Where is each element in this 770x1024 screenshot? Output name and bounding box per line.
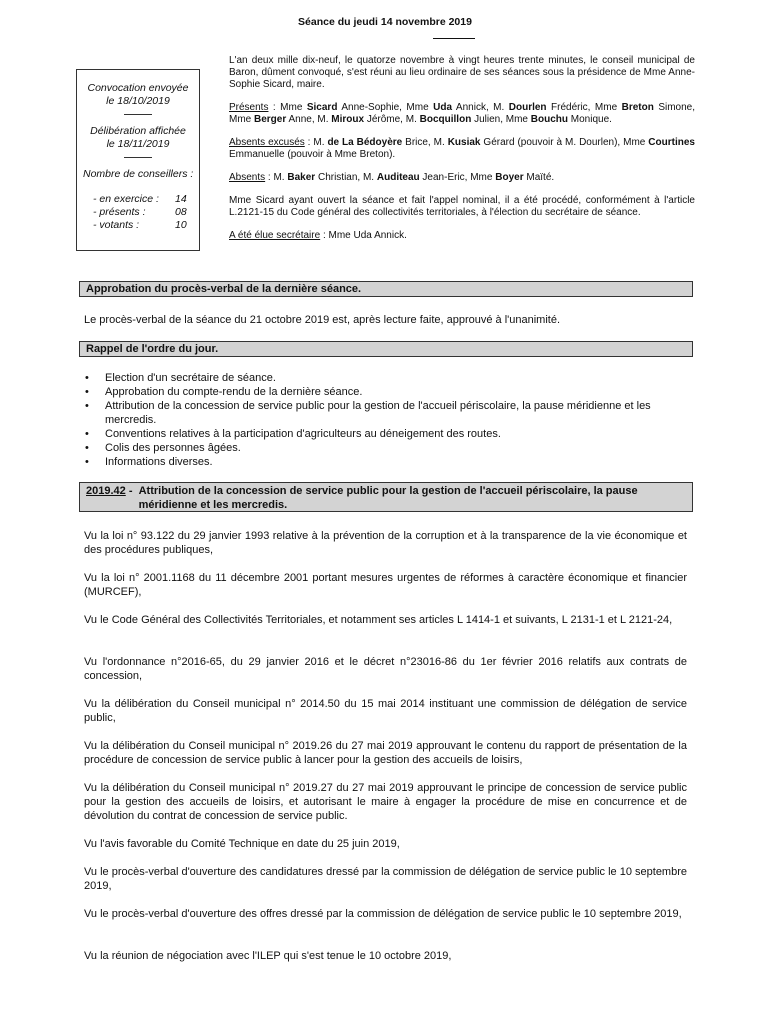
member-name: de La Bédoyère	[327, 137, 403, 148]
absents-text: Christian, M.	[315, 172, 377, 183]
divider	[124, 114, 152, 115]
deliberation-number-wrap: 2019.42 -	[86, 485, 139, 497]
vu-paragraph: Vu la délibération du Conseil municipal n° 2014.50 du 15 mai 2014 instituant une commission de délégation de service public,	[84, 698, 687, 724]
count-label: - présents :	[93, 206, 146, 218]
agenda-item: • Attribution de la concession de service public pour la gestion de l'accueil périscolaire, la pause méridienne et les mercredis.	[84, 399, 693, 427]
deliberation-label: Délibération affichée	[90, 125, 186, 137]
absents-text: : M.	[265, 172, 288, 183]
vu-paragraph: Vu l'avis favorable du Comité Technique en date du 25 juin 2019,	[84, 838, 400, 850]
member-name: Dourlen	[508, 102, 547, 113]
excuses-text: : M.	[304, 137, 328, 148]
count-row-votants	[77, 219, 199, 232]
presents-text: Annick, M.	[452, 102, 509, 113]
presents-text: Anne-Sophie, Mme	[337, 102, 434, 113]
absents-label: Absents	[229, 172, 266, 183]
member-name: Kusiak	[447, 137, 481, 148]
member-name: Berger	[254, 114, 287, 125]
deliberation-number: 2019.42	[86, 485, 126, 497]
absents-text: Jean-Eric, Mme	[419, 172, 496, 183]
member-name: Bocquillon	[419, 114, 472, 125]
vu-paragraph: Vu le procès-verbal d'ouverture des offres dressé par la commission de délégation de service public le 10 septembre 2019,	[84, 908, 682, 920]
member-name: Breton	[621, 102, 654, 113]
presents-text: Simone, Mme	[229, 102, 696, 125]
convocation-box	[76, 69, 200, 251]
presents-text: : Mme	[268, 102, 307, 113]
excuses-label: Absents excusés	[229, 137, 305, 148]
vu-paragraph: Vu la loi n° 93.122 du 29 janvier 1993 relative à la prévention de la corruption et à la transparence de la vie économique et des procédures publiques,	[84, 530, 687, 556]
count-label: - votants :	[93, 219, 140, 231]
excuses-paragraph	[229, 137, 695, 161]
agenda-item: • Election d'un secrétaire de séance.	[84, 371, 693, 385]
vu-paragraph: Vu le Code Général des Collectivités Territoriales, et notamment ses articles L 1414-1 et suivants, L 2131-1 et L 2121-24,	[84, 614, 673, 626]
conseillers-title: Nombre de conseillers :	[83, 168, 194, 180]
opening-paragraph: L'an deux mille dix-neuf, le quatorze novembre à vingt heures trente minutes, le conseil municipal de Baron, dûment convoqué, s'est réuni au lieu ordinaire de ses séances sous la présidence de Mme Anne-Sophie Sicard, maire.	[229, 55, 695, 90]
appel-paragraph: Mme Sicard ayant ouvert la séance et fait l'appel nominal, il a été procédé, conformément à l'article L.2121-15 du Code général des collectivités territoriales, à l'élection du secrétaire de séance.	[229, 195, 695, 218]
count-row-presents	[77, 206, 199, 219]
count-label: - en exercice :	[93, 193, 159, 205]
vu-paragraph: Vu la loi n° 2001.1168 du 11 décembre 2001 portant mesures urgentes de réformes à caractère économique et financier (MURCEF),	[84, 572, 687, 598]
secretaire-value: : Mme Uda Annick.	[320, 230, 407, 241]
count-row-exercice	[77, 193, 199, 206]
presents-paragraph	[229, 102, 695, 126]
member-name: Miroux	[331, 114, 365, 125]
section-heading-deliberation	[79, 482, 693, 512]
presents-text: Monique.	[568, 114, 612, 125]
presents-text: Anne, M.	[286, 114, 332, 125]
vu-paragraph: Vu la délibération du Conseil municipal n° 2019.27 du 27 mai 2019 approuvant le principe de concession de service public pour la gestion des accueils de loisirs, et autorisant le maire à engager la procédure de mise en concurrence et de dévolution du contrat de concession de service public.	[84, 782, 687, 822]
presents-label: Présents	[229, 102, 269, 113]
presents-text: Julien, Mme	[471, 114, 531, 125]
member-name: Boyer	[495, 172, 524, 183]
agenda-item: • Conventions relatives à la participation d'agriculteurs au déneigement des routes.	[84, 427, 693, 441]
member-name: Baker	[287, 172, 316, 183]
vu-paragraph: Vu le procès-verbal d'ouverture des candidatures dressé par la commission de délégation de service public le 10 septembre 2019,	[84, 866, 687, 892]
section-heading-ordre-du-jour: Rappel de l'ordre du jour.	[79, 341, 693, 357]
vu-paragraph: Vu la délibération du Conseil municipal n° 2019.26 du 27 mai 2019 approuvant le contenu du rapport de présentation de la procédure de concession de service public à lancer pour la gestion des accueils de loisirs,	[84, 740, 687, 766]
member-name: Courtines	[648, 137, 695, 148]
title-underline	[433, 38, 475, 39]
member-name: Sicard	[306, 102, 338, 113]
excuses-text: Gérard (pouvoir à M. Dourlen), Mme	[480, 137, 649, 148]
excuses-text: Brice, M.	[402, 137, 448, 148]
presents-text: Frédéric, Mme	[546, 102, 622, 113]
member-name: Uda	[433, 102, 453, 113]
presents-text: Jérôme, M.	[364, 114, 420, 125]
agenda-item: • Informations diverses.	[84, 455, 693, 469]
count-value: 14	[175, 193, 187, 205]
count-value: 10	[175, 219, 187, 231]
absents-text: Maïté.	[523, 172, 555, 183]
seance-intro	[229, 55, 695, 253]
convocation-date: le 18/10/2019	[106, 95, 170, 107]
agenda-item: • Approbation du compte-rendu de la dernière séance.	[84, 385, 693, 399]
secretaire-label: A été élue secrétaire	[229, 230, 321, 241]
member-name: Bouchu	[530, 114, 568, 125]
vu-paragraph: Vu l'ordonnance n°2016-65, du 29 janvier 2016 et le décret n°23016-86 du 1er février 2016 relatifs aux contrats de concession,	[84, 656, 687, 682]
excuses-text: Emmanuelle (pouvoir à Mme Breton).	[229, 149, 396, 160]
count-value: 08	[175, 206, 187, 218]
convocation-label: Convocation envoyée	[87, 82, 189, 94]
seance-title: Séance du jeudi 14 novembre 2019	[298, 16, 472, 28]
secretaire-paragraph	[229, 230, 695, 242]
approbation-text: Le procès-verbal de la séance du 21 octobre 2019 est, après lecture faite, approuvé à l'unanimité.	[84, 314, 561, 326]
deliberation-title: Attribution de la concession de service public pour la gestion de l'accueil périscolaire, la pause méridienne et les mercredis.	[138, 485, 638, 511]
vu-paragraph: Vu la réunion de négociation avec l'ILEP qui s'est tenue le 10 octobre 2019,	[84, 950, 452, 962]
agenda-list	[84, 371, 693, 469]
divider	[124, 157, 152, 158]
agenda-item: • Colis des personnes âgées.	[84, 441, 693, 455]
absents-paragraph	[229, 172, 695, 184]
member-name: Auditeau	[376, 172, 420, 183]
section-heading-approbation: Approbation du procès-verbal de la dernière séance.	[79, 281, 693, 297]
deliberation-date: le 18/11/2019	[106, 138, 170, 150]
